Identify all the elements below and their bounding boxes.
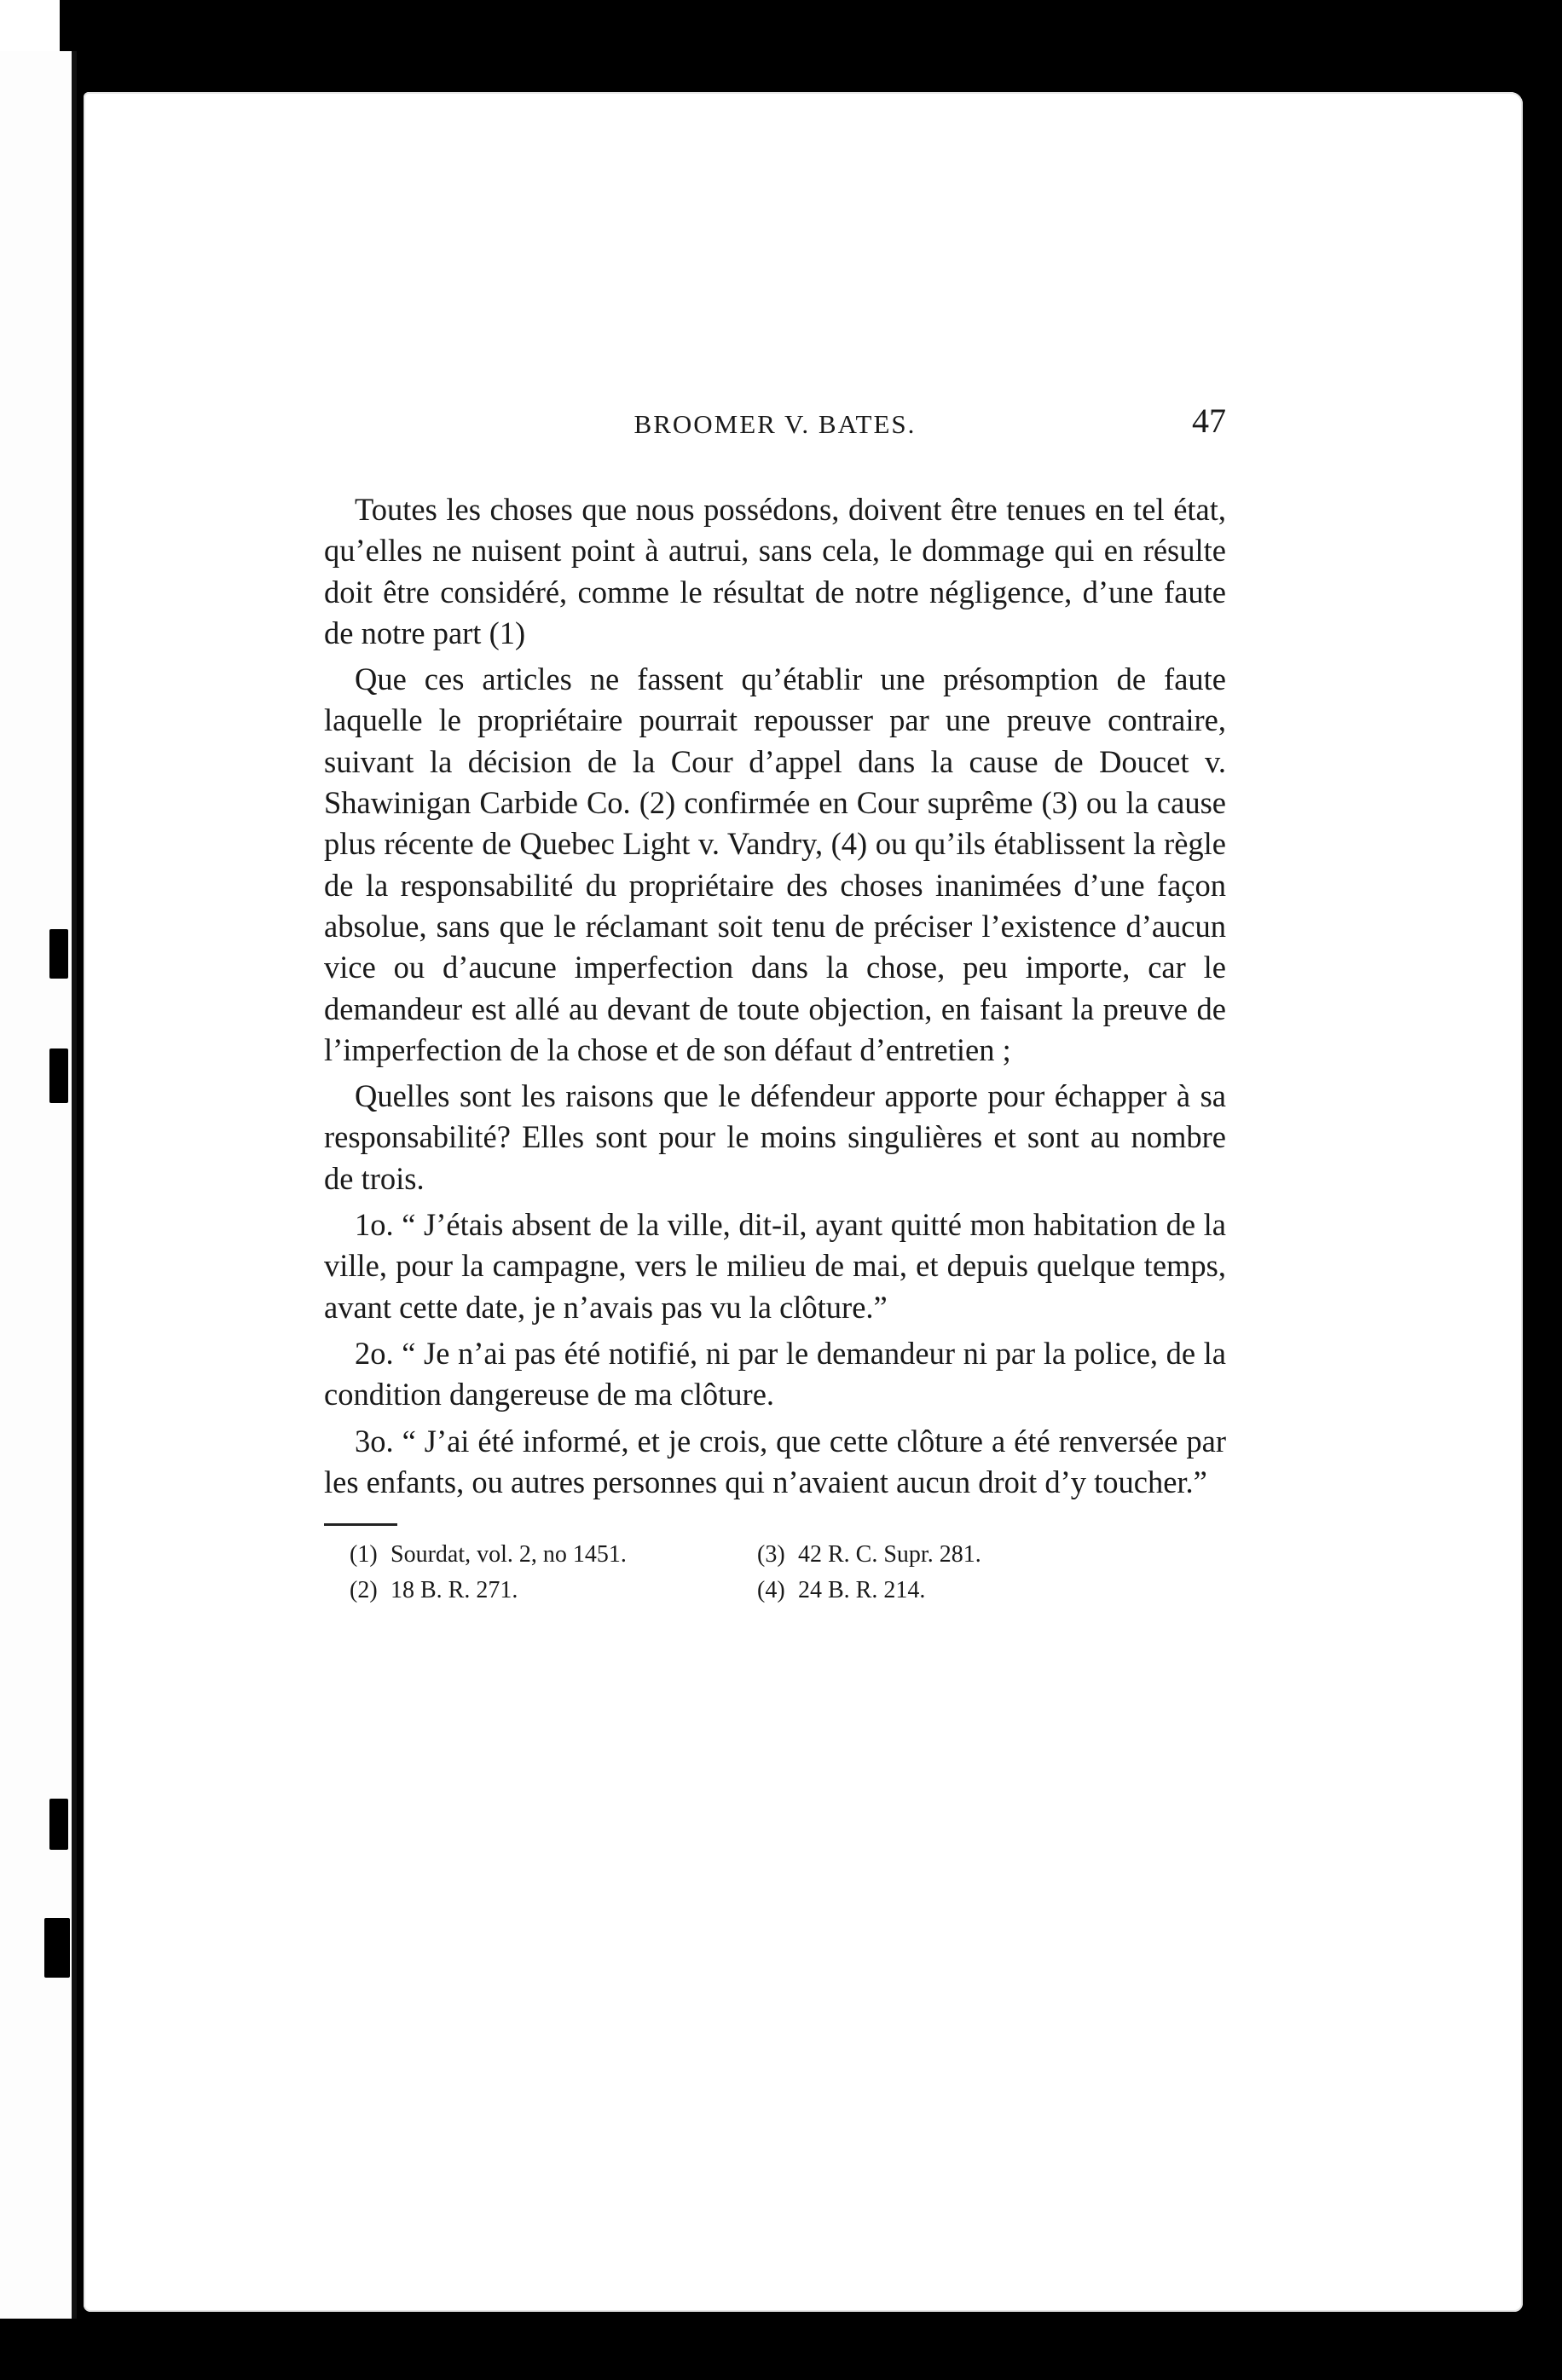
binding-mark [44,1918,70,1978]
footnote-text: 24 B. R. 214. [798,1577,926,1604]
binding-edge [0,51,77,2319]
paragraph: 1o. “ J’étais absent de la ville, dit-il, ayant quitté mon habitation de la ville, pour la campagne, vers le milieu de mai, et depuis quelque temps, avant cette date, je n’avais pas vu la clôture.” [324,1207,1226,1325]
paragraph: Toutes les choses que nous possédons, doivent être tenues en tel état, qu’elles ne nuisent point à autrui, sans cela, le dommage qui en résulte doit être considéré, comme le résultat de notre négligence, d’une faute de notre part (1) [324,492,1226,650]
binding-mark [49,1048,68,1103]
footnote [350,1539,757,1570]
footnote-rule [324,1523,397,1526]
binding-mark [49,929,68,979]
body-text [324,489,1226,1503]
footnote-mark: (1) [350,1541,378,1568]
footnote-mark: (2) [350,1577,378,1604]
running-head [324,401,1226,452]
footnote-mark: (4) [757,1577,785,1604]
footnote [757,1575,1200,1606]
running-title: BROOMER V. BATES. [633,409,917,439]
page-number: 47 [1192,401,1226,440]
footnote [757,1539,1200,1570]
binding-mark [49,1799,68,1850]
paragraph: 3o. “ J’ai été informé, et je crois, que cette clôture a été renversée par les enfants, ou autres personnes qui n’avaient aucun droit d’y toucher.” [324,1423,1226,1499]
footnotes [350,1539,1226,1606]
book-page [84,92,1523,2312]
paragraph: Que ces articles ne fassent qu’établir une présomption de faute laquelle le propriétaire pourrait repousser par une preuve contraire, suivant la décision de la Cour d’appel dans la cause de Doucet v. Shawinigan Carbide Co. (2) confirmée en Cour suprême (3) ou la cause plus récente de Quebec Light v. Vandry, (4) ou qu’ils établissent la règle de la responsabilité du propriétaire des choses inanimées d’une façon absolue, sans que le réclamant soit tenu de préciser l’existence d’aucun vice ou d’aucune imperfection dans la chose, peu importe, car le demandeur est allé au devant de toute objection, en faisant la preuve de l’imperfection de la chose et de son défaut d’entretien ; [324,661,1226,1067]
footnote-text: 18 B. R. 271. [390,1577,518,1604]
footnote-text: 42 R. C. Supr. 281. [798,1541,981,1568]
paragraph: 2o. “ Je n’ai pas été notifié, ni par le demandeur ni par la police, de la condition dangereuse de ma clôture. [324,1335,1226,1412]
footnote [350,1575,757,1606]
footnote-mark: (3) [757,1541,785,1568]
text-block [324,401,1226,1606]
paragraph: Quelles sont les raisons que le défendeur apporte pour échapper à sa responsabilité? Elles sont pour le moins singulières et sont au nombre de trois. [324,1078,1226,1196]
footnote-text: Sourdat, vol. 2, no 1451. [390,1541,627,1568]
